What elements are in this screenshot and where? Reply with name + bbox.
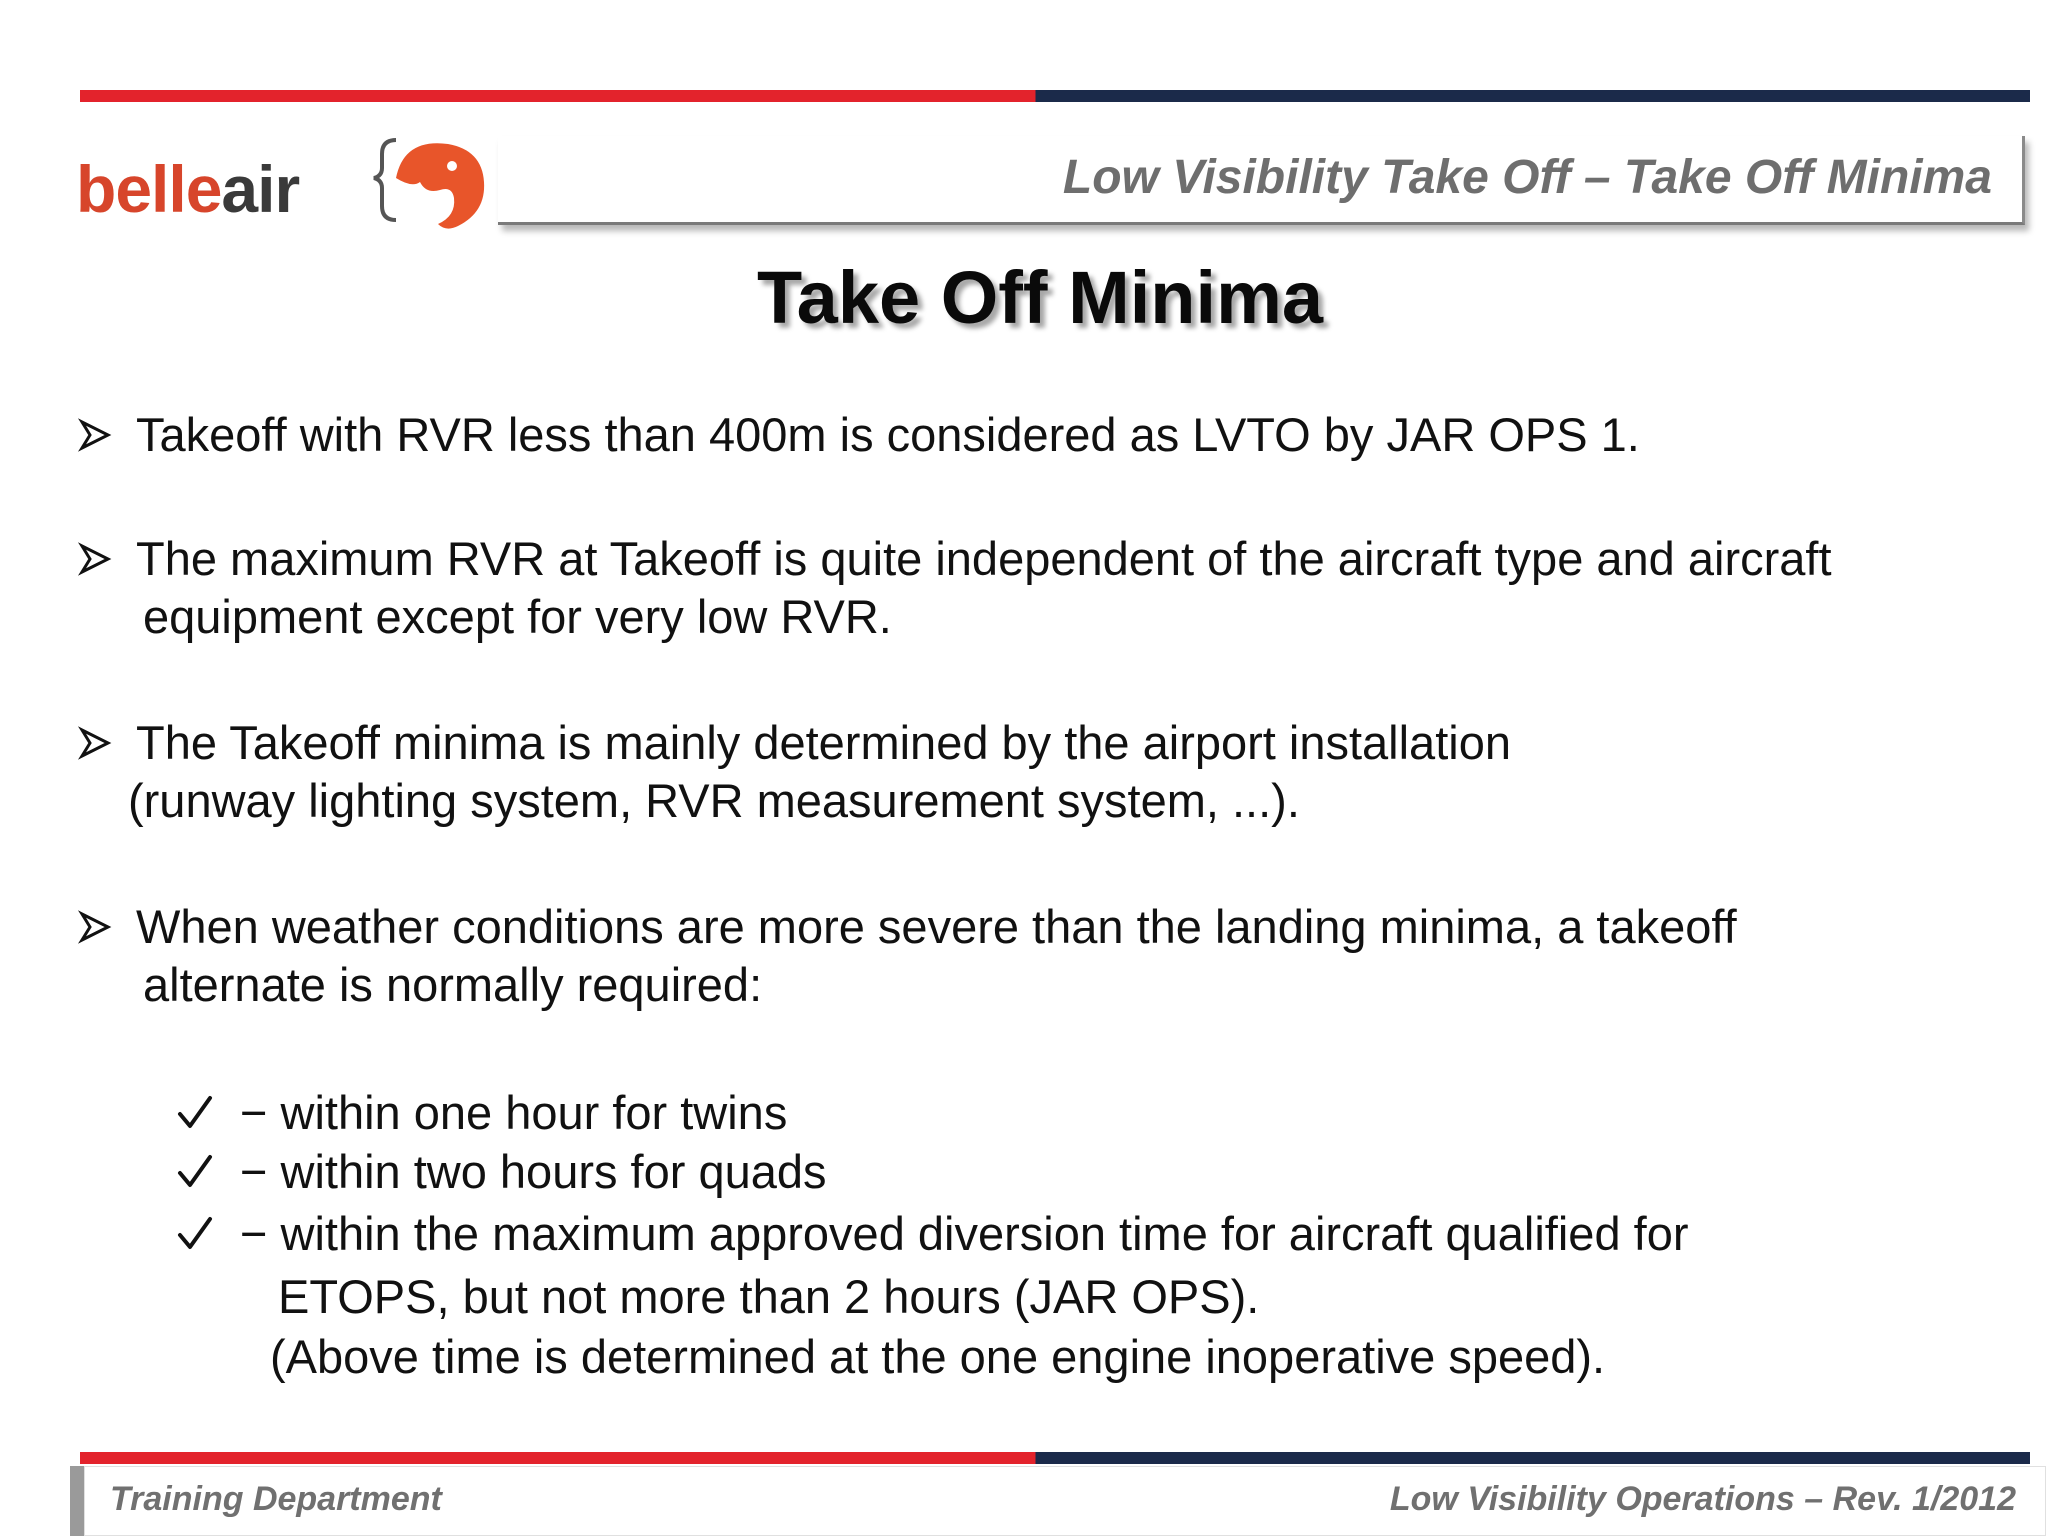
bullet-text: (runway lighting system, RVR measurement system, ...). [128, 774, 1300, 827]
check-list-item [176, 1143, 2036, 1203]
logo-wordmark [76, 152, 300, 226]
bullet-text: Takeoff with RVR less than 400m is considered as LVTO by JAR OPS 1. [136, 408, 1640, 461]
arrowhead-bullet-icon [76, 406, 116, 464]
logo-text-belle: belle [76, 152, 222, 226]
footer [70, 1466, 2046, 1536]
check-text: − within the maximum approved diversion time for aircraft qualified for [240, 1207, 1689, 1260]
check-list-item [176, 1205, 2036, 1265]
bullet-text: The maximum RVR at Takeoff is quite independent of the aircraft type and aircraft [136, 532, 1832, 585]
check-text: − within two hours for quads [240, 1145, 827, 1198]
header-title-box [498, 136, 2025, 225]
arrowhead-bullet-icon [76, 714, 116, 772]
top-accent-bar [80, 90, 2030, 102]
arrowhead-bullet-icon [76, 530, 116, 588]
checkmark-icon [176, 1143, 216, 1201]
checkmark-icon [176, 1084, 216, 1142]
header-title: Low Visibility Take Off – Take Off Minima [1062, 151, 1992, 204]
belleair-logo [76, 128, 456, 238]
slide-title: Take Off Minima [756, 256, 1324, 339]
bullet-text: The Takeoff minima is mainly determined by the airport installation [136, 716, 1511, 769]
bullet-item [76, 714, 2036, 834]
bullet-item [76, 406, 2036, 466]
footer-revision: Low Visibility Operations – Rev. 1/2012 [1389, 1480, 2016, 1518]
logo-text-air: air [221, 152, 300, 226]
bullet-text: alternate is normally required: [143, 958, 763, 1011]
note-text: (Above time is determined at the one engine inoperative speed). [270, 1330, 1606, 1383]
arrowhead-bullet-icon [76, 898, 116, 956]
checkmark-icon [176, 1205, 216, 1263]
bullet-text: equipment except for very low RVR. [143, 590, 892, 643]
check-text: − within one hour for twins [240, 1086, 788, 1139]
check-continuation-text: ETOPS, but not more than 2 hours (JAR OPS). [278, 1270, 1260, 1323]
bullet-text: When weather conditions are more severe than the landing minima, a takeoff [136, 900, 1737, 953]
bullet-item [76, 898, 2036, 1018]
bullet-item [76, 530, 2036, 650]
bottom-accent-bar [80, 1452, 2030, 1464]
footer-department: Training Department [110, 1480, 442, 1518]
check-list-item [176, 1084, 2036, 1144]
